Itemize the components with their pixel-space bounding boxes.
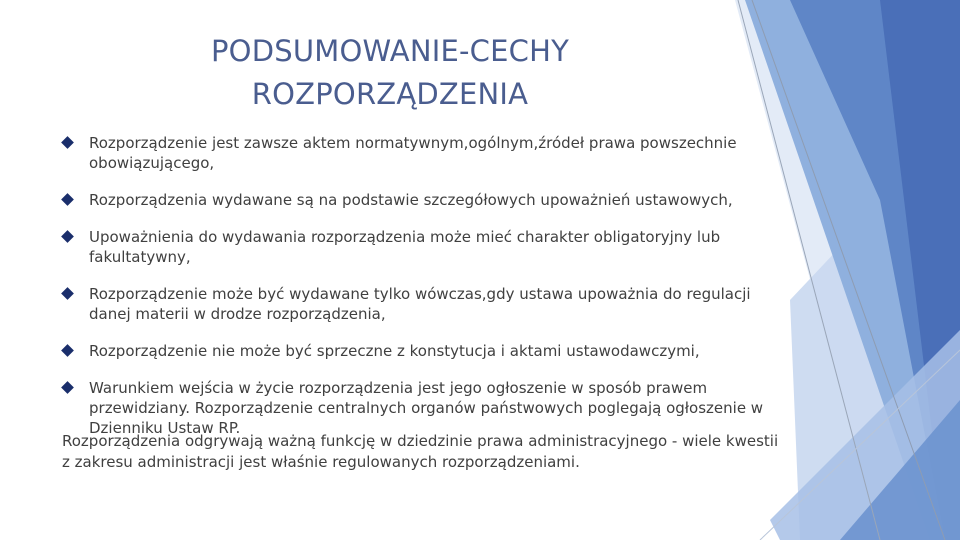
bullet-text: Rozporządzenie może być wydawane tylko wówczas,gdy ustawa upoważnia do regulacji danej materii w drodze rozporządzenia, xyxy=(89,285,751,323)
bullet-item xyxy=(60,341,780,361)
bullet-text: Rozporządzenie jest zawsze aktem normatywnym,ogólnym,źródeł prawa powszechnie obowiązującego, xyxy=(89,134,737,172)
bullet-text: Upoważnienia do wydawania rozporządzenia może mieć charakter obligatoryjny lub fakultatywny, xyxy=(89,228,721,266)
bullet-item xyxy=(60,378,780,438)
diamond-bullet-icon xyxy=(61,381,74,394)
slide-title xyxy=(150,30,630,116)
bullet-text: Rozporządzenia wydawane są na podstawie szczegółowych upoważnień ustawowych, xyxy=(89,191,733,209)
diamond-bullet-icon xyxy=(61,193,74,206)
summary-paragraph: Rozporządzenia odgrywają ważną funkcję w dziedzinie prawa administracyjnego - wiele kwestii z zakresu administracji jest właśnie regulowanych rozporządzeniami. xyxy=(62,432,779,471)
title-line-2: ROZPORZĄDZENIA xyxy=(251,77,529,111)
bullet-item xyxy=(60,133,780,173)
diamond-bullet-icon xyxy=(61,136,74,149)
diamond-bullet-icon xyxy=(61,230,74,243)
title-line-1: PODSUMOWANIE-CECHY xyxy=(210,34,570,68)
diamond-bullet-icon xyxy=(61,287,74,300)
bullet-text: Warunkiem wejścia w życie rozporządzenia jest jego ogłoszenie w sposób prawem przewidziany. Rozporządzenie centralnych organów państwowych poglegają ogłoszenie w Dzienniku Ustaw RP. xyxy=(89,379,764,437)
diamond-bullet-icon xyxy=(61,344,74,357)
bullet-text: Rozporządzenie nie może być sprzeczne z konstytucja i aktami ustawodawczymi, xyxy=(89,342,700,360)
bullet-list xyxy=(60,133,780,455)
bullet-item xyxy=(60,284,780,324)
bullet-item xyxy=(60,227,780,267)
bullet-item xyxy=(60,190,780,210)
